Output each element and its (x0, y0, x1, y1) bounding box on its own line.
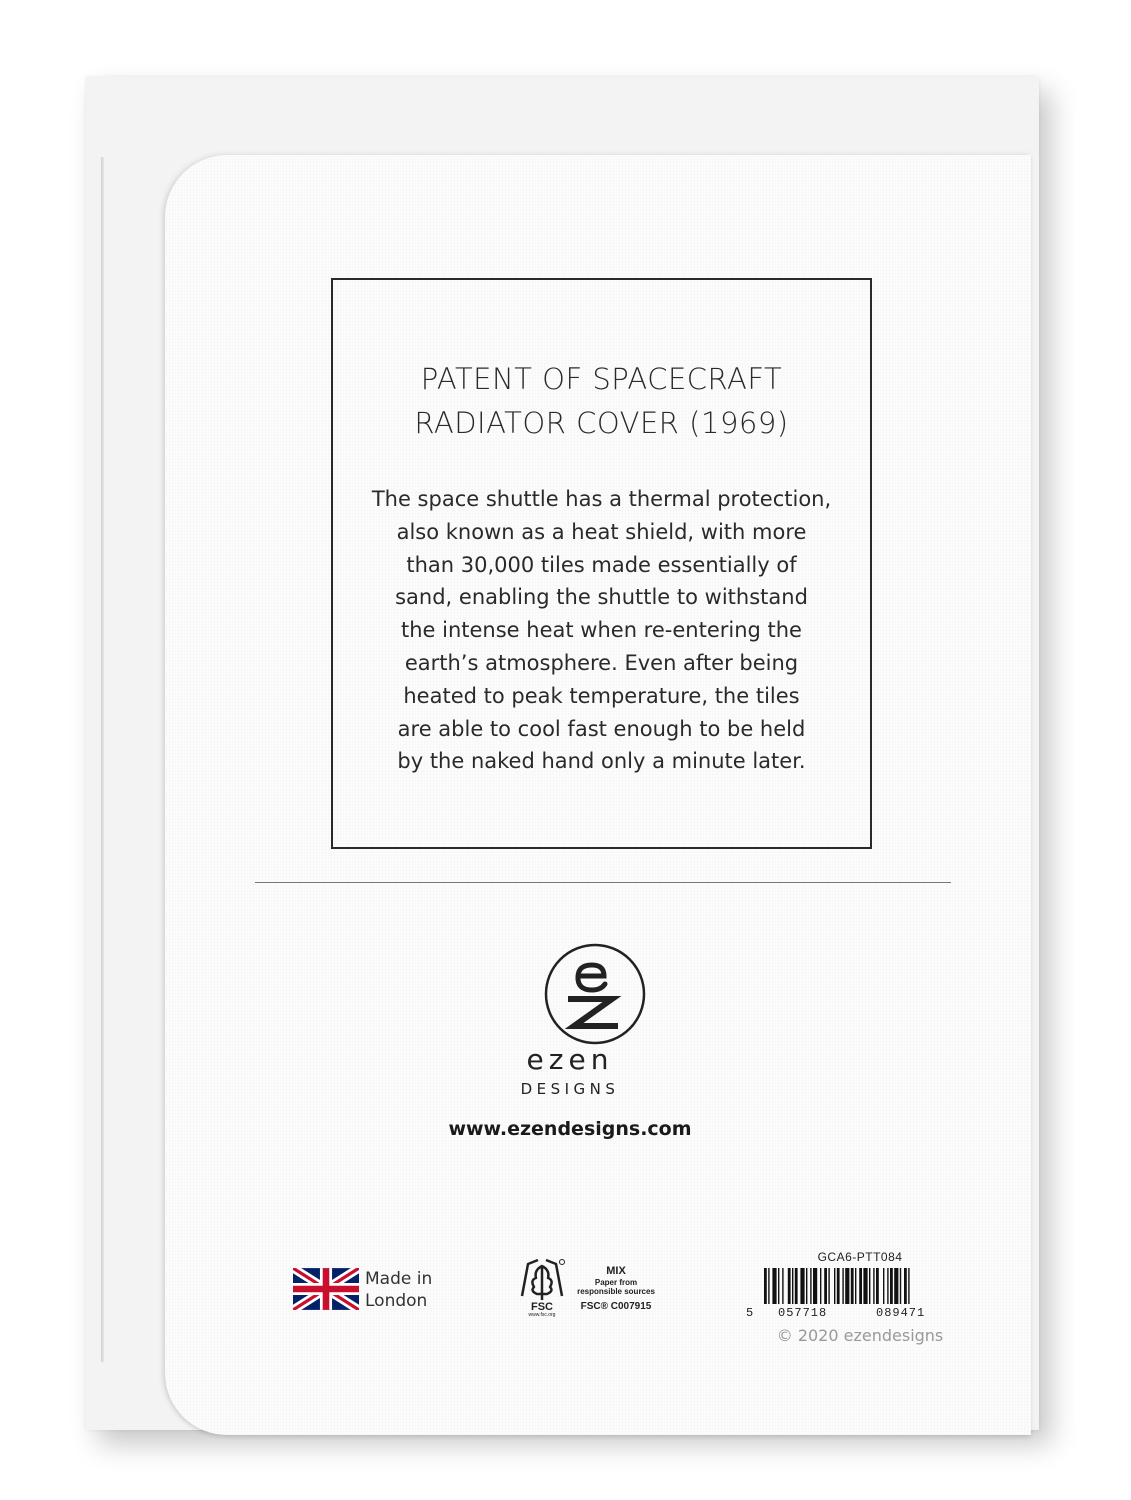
brand-name: ezen (526, 1043, 614, 1076)
description-line: by the naked hand only a minute later. (397, 749, 806, 774)
barcode-digits-left: 057718 (778, 1306, 828, 1320)
website-link[interactable]: www.ezendesigns.com (448, 1118, 692, 1140)
fsc-mix-label: MIX (606, 1265, 626, 1277)
description-line: are able to cool fast enough to be held (397, 716, 806, 741)
description-line: heated to peak temperature, the tiles (403, 683, 800, 708)
fsc-logo-url: www.fsc.org (528, 1312, 556, 1318)
made-in-line: Made in (365, 1269, 433, 1289)
ez-monogram-logo (544, 943, 646, 1045)
brand-subtitle: DESIGNS (520, 1080, 620, 1098)
barcode-digits-right: 089471 (876, 1306, 926, 1320)
description-line: sand, enabling the shuttle to withstand (395, 585, 808, 610)
description-line: earth’s atmosphere. Even after being (404, 650, 799, 675)
fsc-code: FSC® C007915 (580, 1301, 652, 1312)
description-line: than 30,000 tiles made essentially of (406, 552, 797, 577)
union-jack-flag-icon (293, 1268, 359, 1310)
copyright: © 2020 ezendesigns (776, 1326, 944, 1345)
fsc-line: responsible sources (577, 1287, 655, 1296)
fsc-logo-label: FSC (531, 1301, 553, 1313)
description-line: the intense heat when re-entering the (401, 618, 802, 643)
product-code: GCA6-PTT084 (817, 1250, 903, 1264)
made-in-line: London (365, 1291, 428, 1311)
barcode-digit-prefix: 5 (746, 1306, 755, 1320)
description-line: The space shuttle has a thermal protection, (371, 487, 832, 511)
card-description (331, 483, 872, 778)
fsc-certification (574, 1264, 658, 1315)
made-in-label (365, 1268, 432, 1312)
fsc-tree-logo (518, 1256, 566, 1318)
card-title-line: PATENT OF SPACECRAFT (420, 362, 783, 396)
ean13-barcode (760, 1268, 965, 1306)
card-title-line: RADIATOR COVER (1969) (414, 406, 789, 440)
divider (255, 882, 951, 883)
card-title (331, 357, 872, 445)
envelope-flap-edge (101, 157, 104, 1362)
description-line: also known as a heat shield, with more (396, 519, 807, 544)
fsc-line: Paper from (594, 1278, 638, 1287)
